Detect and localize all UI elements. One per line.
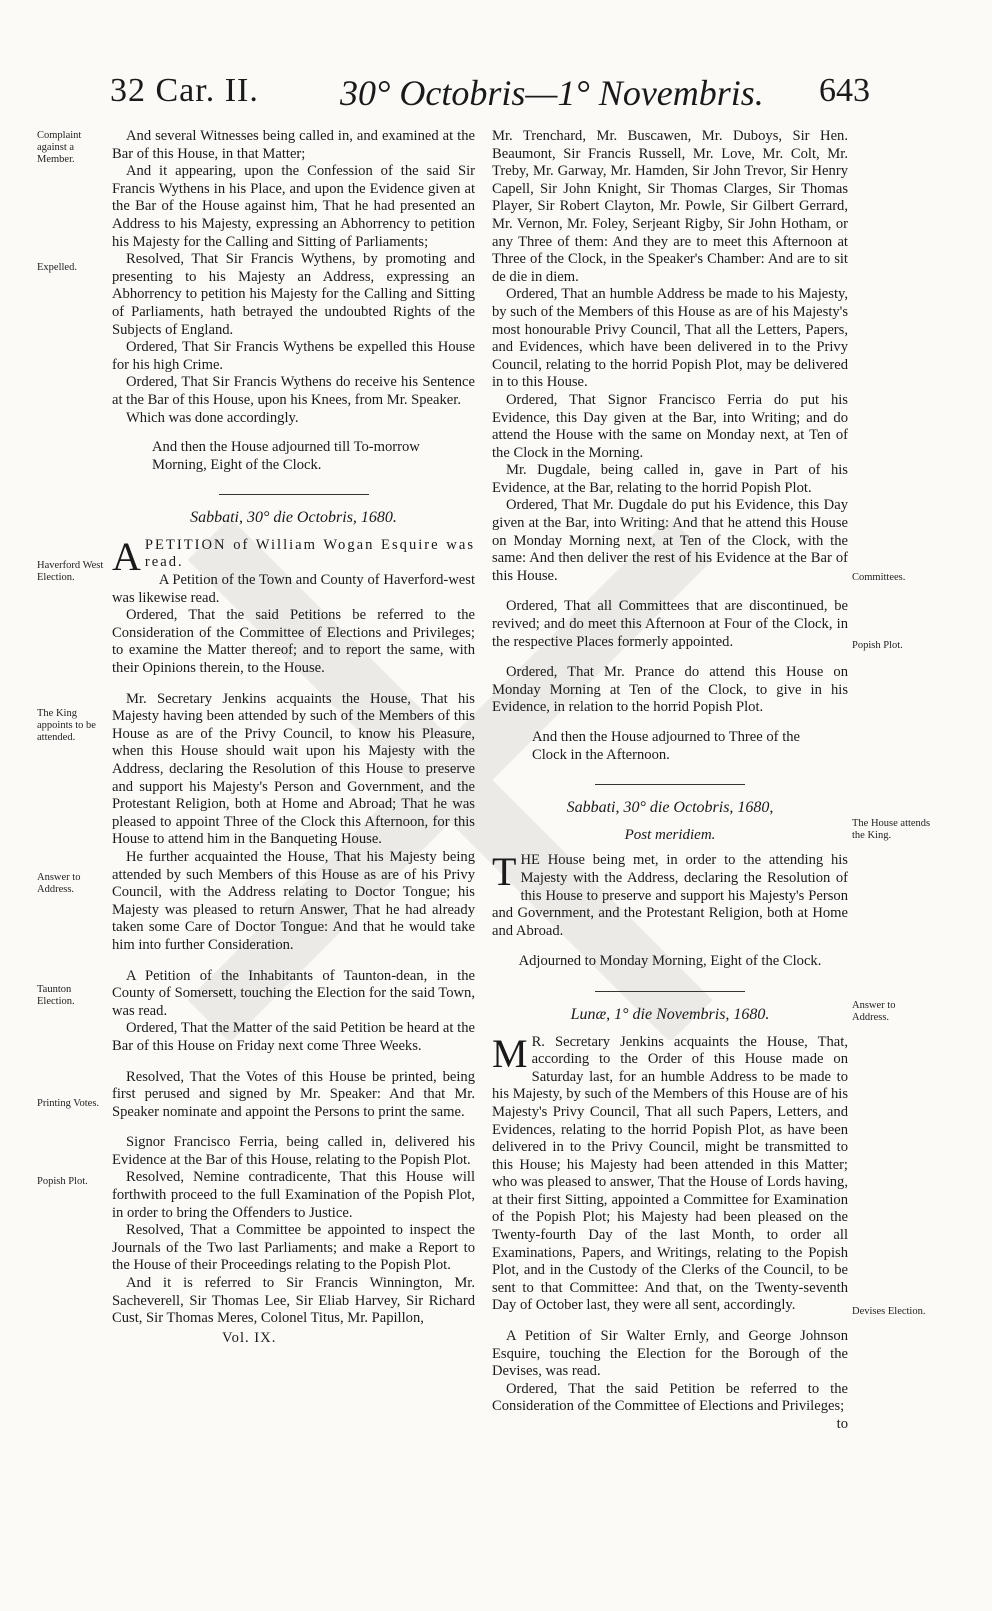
margin-note-house-attends: The House attends the King. bbox=[852, 818, 931, 841]
paragraph: Ordered, That the said Petitions be referred to the Consideration of the Committee of Elections and Privileges; to examine the Matter thereof; and to report the same, with their Opinions therein, to the House. bbox=[112, 607, 475, 677]
sitting-date: Sabbati, 30° die Octobris, 1680. bbox=[190, 509, 397, 527]
paragraph: And several Witnesses being called in, and examined at the Bar of this House, in that Matter; bbox=[112, 128, 475, 162]
paragraph: And it is referred to Sir Francis Winnington, Mr. Sacheverell, Sir Thomas Lee, Sir Eliab Harvey, Sir Richard Cust, Sir Thomas Meres, Colonel Titus, Mr. Papillon, bbox=[112, 1275, 475, 1327]
margin-note-devises: Devises Election. bbox=[852, 1306, 926, 1317]
adjournment-note: And then the House adjourned till To-morrow Morning, Eight of the Clock. bbox=[152, 439, 420, 473]
paragraph: A Petition of the Inhabitants of Taunton-dean, in the County of Somersett, touching the Election for the said Town, was read. bbox=[112, 967, 475, 1019]
drop-cap: T bbox=[492, 849, 517, 895]
paragraph: Mr. Trenchard, Mr. Buscawen, Mr. Duboys, Sir Hen. Beaumont, Sir Francis Russell, Mr. Love, Mr. Colt, Mr. Treby, Mr. Garway, Mr. Hamden, Sir John Trevor, Sir Henry Capell, Sir John Knight, Sir Thomas Clarges, Sir Thomas Player, Sir Robert Clayton, Mr. Powle, Sir Gilbert Gerrard, Mr. Vernon, Mr. Foley, Serjeant Rigby, Sir John Hotham, or any Three of them: And they are to meet this Afternoon at Three of the Clock, in the Speaker's Chamber: And are to sit de die in diem. bbox=[492, 128, 848, 285]
volume-signature: Vol. IX. bbox=[222, 1329, 277, 1346]
regnal-year: 32 Car. II. bbox=[110, 72, 259, 109]
adjournment-note: And then the House adjourned to Three of the Clock in the Afternoon. bbox=[532, 729, 801, 763]
paragraph: Signor Francisco Ferria, being called in, delivered his Evidence at the Bar of this House, relating to the Popish Plot. bbox=[112, 1134, 475, 1168]
sitting-date: Lunæ, 1° die Novembris, 1680. bbox=[570, 1005, 770, 1023]
margin-note-committees: Committees. bbox=[852, 572, 906, 583]
paragraph: Ordered, That the Matter of the said Petition be heard at the Bar of this House on Friday next come Three Weeks. bbox=[112, 1020, 475, 1054]
sitting-subhead: Post meridiem. bbox=[624, 826, 716, 843]
margin-note-haverford: Haverford West Election. bbox=[37, 560, 104, 583]
paragraph: Ordered, That the said Petition be referred to the Consideration of the Committee of Elections and Privileges; bbox=[492, 1380, 848, 1415]
paragraph: THE House being met, in order to the attending his Majesty with the Address, declaring the Resolution of this House to preserve and support his Majesty's Person and Government, and the Protestant Religion, both at Home and Abroad. bbox=[492, 849, 848, 939]
paragraph: Resolved, That the Votes of this House be printed, being first perused and signed by Mr. Speaker: And that Mr. Speaker nominate and appoint the Persons to print the same. bbox=[112, 1068, 475, 1120]
paragraph: Resolved, Nemine contradicente, That this House will forthwith proceed to the full Examination of the Popish Plot, in order to bring the Offenders to Justice. bbox=[112, 1169, 475, 1221]
paragraph: Resolved, That Sir Francis Wythens, by promoting and presenting to his Majesty an Address, expressing an Abhorrency to petition his Majesty for the Calling and Sitting of Parliaments, hath betrayed the undoubted Rights of the Subjects of England. bbox=[112, 251, 475, 338]
margin-note-popish-plot: Popish Plot. bbox=[37, 1176, 88, 1187]
paragraph: Ordered, That all Committees that are discontinued, be revived; and do meet this Afternoon at Four of the Clock, in the respective Places formerly appointed. bbox=[492, 598, 848, 650]
paragraph: And it appearing, upon the Confession of the said Sir Francis Wythens in his Place, and upon the Evidence given at the Bar of the House against him, That he had presented an Address to his Majesty, expressing an Abhorrency to petition his Majesty for the Calling and Sitting of Parliaments; bbox=[112, 163, 475, 250]
page-header bbox=[110, 72, 870, 122]
paragraph: Which was done accordingly. bbox=[126, 409, 299, 426]
margin-note-taunton: Taunton Election. bbox=[37, 984, 75, 1007]
drop-cap: M bbox=[492, 1030, 528, 1076]
margin-note-popish-plot-right: Popish Plot. bbox=[852, 640, 903, 651]
paragraph: He further acquainted the House, That his Majesty being attended by such Members of this House as are of his Privy Council, with the Address relating to Doctor Tongue; his Majesty was pleased to return Answer, That he had already taken some Care of Doctor Tongue: And that he would take him into further Consideration. bbox=[112, 848, 475, 953]
paragraph: Ordered, That Signor Francisco Ferria do put his Evidence, this Day given at the Bar, into Writing; and do attend the House with the same on Monday next, at Ten of the Clock in the Morning. bbox=[492, 391, 848, 461]
paragraph: Ordered, That Mr. Prance do attend this House on Monday Morning at Ten of the Clock, to give in his Evidence, in relation to the horrid Popish Plot. bbox=[492, 664, 848, 716]
margin-note-answer-address: Answer to Address. bbox=[37, 872, 81, 895]
paragraph: Ordered, That Mr. Dugdale do put his Evidence, this Day given at the Bar, into Writing: And that he attend this House on Monday Morning next, at Ten of the Clock, with the same: And then deliver the rest of his Evidence at the Bar of this House. bbox=[492, 497, 848, 584]
right-column bbox=[492, 128, 848, 1434]
paragraph: Ordered, That an humble Address be made to his Majesty, by such of the Members of this House as are of his Majesty's most honourable Privy Council, That all the Letters, Papers, and Evidences, which have been delivered in to the Privy Council, relating to the horrid Popish Plot, may be delivered in to this House. bbox=[492, 286, 848, 391]
margin-note-king-appoints: The King appoints to be attended. bbox=[37, 708, 96, 743]
margin-note-complaint: Complaint against a Member. bbox=[37, 130, 82, 165]
paragraph: Ordered, That Sir Francis Wythens be expelled this House for his high Crime. bbox=[112, 339, 475, 373]
paragraph: Mr. Secretary Jenkins acquaints the House, That his Majesty having been attended by such of the Members of this House as are of the Privy Council, to know his Pleasure, when this House should wait upon his Majesty with the Address, declaring the Resolution of this House to preserve and support his Majesty's Person and Government, and the Protestant Religion, both at Home and Abroad; That he was pleased to appoint Three of the Clock this Afternoon, for this House to attend him in the Banqueting House. bbox=[112, 690, 475, 848]
drop-cap: A bbox=[112, 533, 141, 579]
paragraph: M R. Secretary Jenkins acquaints the House, That, according to the Order of this House made on Saturday last, for an humble Address to be made to his Majesty, by such of the Members of this House are of his Majesty's Privy Council, That all such Papers, Letters, and Evidences, relating to the horrid Popish Plot, as have been delivered in to the Privy Council, might be transmitted to this House; his Majesty had been attended in this Matter; who was pleased to answer, That the House of Lords having, at their first Sitting, appointed a Committee for Examination of the Popish Plot; his Majesty had been pleased on the Twenty-fourth Day of the last Month, to order all Examinations, Papers, and Writings, relating to the Popish Plot, and in the Custody of the Clerks of the Council, to be sent to that Committee: And that, on the Twenty-seventh Day of October last, they were all sent, accordingly. bbox=[492, 1030, 848, 1314]
catchword: to bbox=[836, 1416, 848, 1432]
paragraph: Mr. Dugdale, being called in, gave in Part of his Evidence, at the Bar, relating to the horrid Popish Plot. bbox=[492, 462, 848, 496]
paragraph: Resolved, That a Committee be appointed to inspect the Journals of the Two last Parliaments; and make a Report to the House of their Proceedings relating to the Popish Plot. bbox=[112, 1222, 475, 1274]
section-divider bbox=[595, 784, 745, 785]
paragraph: APETITION of William Wogan Esquire was read. bbox=[112, 533, 475, 579]
paragraph: A Petition of the Town and County of Haverford-west was likewise read. bbox=[112, 572, 475, 606]
margin-note-expelled: Expelled. bbox=[37, 262, 77, 273]
section-divider bbox=[595, 991, 745, 992]
left-column bbox=[112, 128, 475, 1347]
paragraph: Ordered, That Sir Francis Wythens do receive his Sentence at the Bar of this House, upon his Knees, from Mr. Speaker. bbox=[112, 374, 475, 408]
sitting-date: Sabbati, 30° die Octobris, 1680, bbox=[566, 799, 774, 817]
section-divider bbox=[219, 494, 369, 495]
margin-note-answer-address-right: Answer to Address. bbox=[852, 1000, 896, 1023]
page-number: 643 bbox=[819, 72, 870, 109]
paragraph: A Petition of Sir Walter Ernly, and George Johnson Esquire, touching the Election for the Borough of the Devises, was read. bbox=[492, 1328, 848, 1380]
margin-note-printing-votes: Printing Votes. bbox=[37, 1098, 100, 1109]
adjournment-note: Adjourned to Monday Morning, Eight of the Clock. bbox=[518, 953, 822, 970]
date-range: 30° Octobris—1° Novembris. bbox=[340, 73, 764, 113]
